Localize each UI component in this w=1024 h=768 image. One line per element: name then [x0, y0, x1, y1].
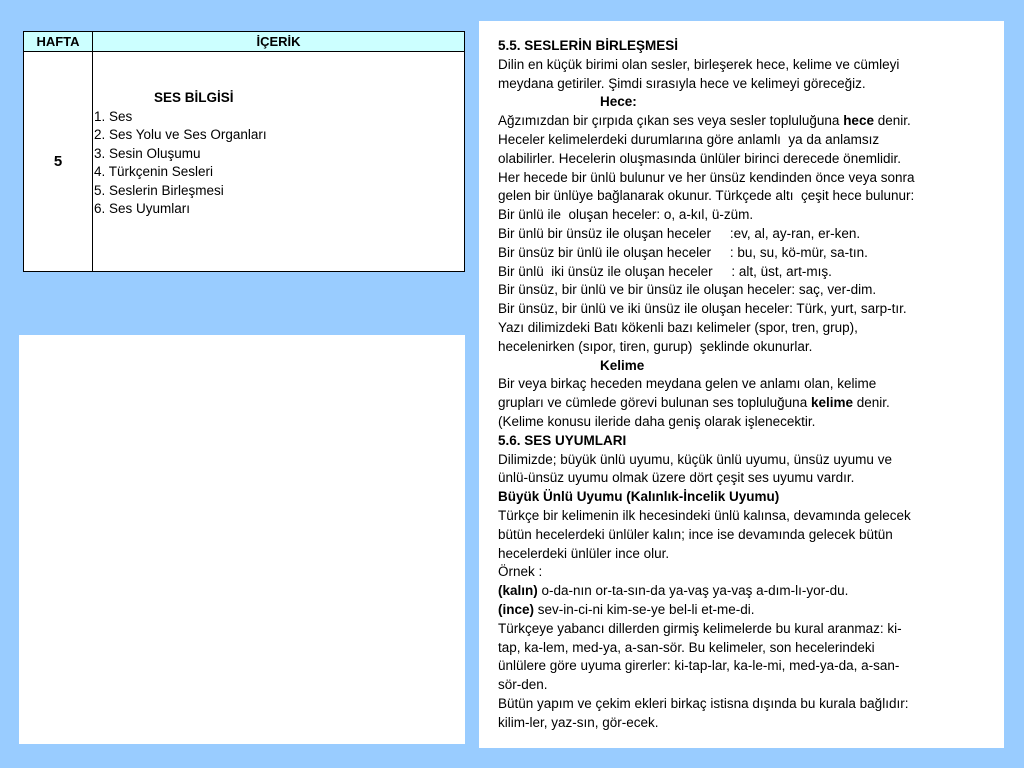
text-line: Örnek :	[498, 564, 543, 580]
text-line	[498, 601, 1004, 620]
week-number: 5	[24, 52, 93, 272]
text-line: Heceler kelimelerdeki durumlarına göre anlamlı ya da anlamsız	[498, 131, 880, 147]
text-line: Bir ünlü iki ünsüz ile oluşan heceler : alt, üst, art-mış.	[498, 263, 832, 279]
text-line: hecelenirken (sıpor, tiren, gurup) şeklinde okunurlar.	[498, 338, 813, 354]
lesson-text-panel	[479, 21, 1004, 748]
content-item: 3. Sesin Oluşumu	[94, 145, 201, 161]
text-line: ünlü-ünsüz uyumu olmak üzere dört çeşit ses uyumu vardır.	[498, 470, 855, 486]
text-span: sev-in-ci-ni kim-se-ye bel-li et-me-di.	[534, 601, 755, 617]
bold-term: hece	[843, 113, 874, 129]
blank-box	[19, 335, 465, 744]
text-line: Yazı dilimizdeki Batı kökenli bazı kelimeler (spor, tren, grup),	[498, 319, 858, 335]
text-line: Dilimizde; büyük ünlü uyumu, küçük ünlü uyumu, ünsüz uyumu ve	[498, 451, 892, 467]
text-line: olabilirler. Hecelerin oluşmasında ünlüler birinci derecede önemlidir.	[498, 150, 901, 166]
text-line: Türkçe bir kelimenin ilk hecesindeki ünlü kalınsa, devamında gelecek	[498, 507, 911, 523]
bold-term: kelime	[810, 395, 853, 411]
text-line: meydana getiriler. Şimdi sırasıyla hece ve kelimeyi göreceğiz.	[498, 75, 866, 91]
header-week: HAFTA	[24, 32, 93, 52]
text-line: Bir ünsüz, bir ünlü ve iki ünsüz ile oluşan heceler: Türk, yurt, sarp-tır.	[498, 301, 907, 317]
text-span: denir.	[852, 395, 890, 411]
content-item: 4. Türkçenin Sesleri	[94, 164, 214, 179]
text-span: denir.	[873, 113, 911, 129]
text-span: Ağzımızdan bir çırpıda çıkan ses veya sesler topluluğuna	[498, 113, 844, 129]
text-line: Bir ünsüz bir ünlü ile oluşan heceler : bu, su, kö-mür, sa-tın.	[498, 244, 868, 260]
text-line: hecelerdeki ünlüler ince olur.	[498, 545, 670, 561]
text-line: Bir veya birkaç heceden meydana gelen ve anlamı olan, kelime	[498, 376, 877, 392]
text-line: Türkçeye yabancı dillerden girmiş kelimelerde bu kural aranmaz: ki-	[498, 620, 902, 636]
text-line	[498, 112, 1004, 131]
subheading-kelime: Kelime	[600, 357, 645, 373]
section-heading: 5.5. SESLERİN BİRLEŞMESİ	[498, 38, 679, 53]
text-line: tap, ka-lem, med-ya, a-san-sör. Bu kelimeler, son hecelerindeki	[498, 639, 875, 655]
text-span: grupları ve cümlede görevi bulunan ses topluluğuna	[498, 395, 811, 411]
text-line: Bütün yapım ve çekim ekleri birkaç istisna dışında bu kurala bağlıdır:	[498, 695, 909, 711]
content-item: 2. Ses Yolu ve Ses Organları	[94, 127, 267, 142]
text-line	[498, 582, 1004, 601]
subheading-hece: Hece:	[600, 94, 637, 110]
text-line: Her hecede bir ünlü bulunur ve her ünsüz kendinden önce veya sonra	[498, 169, 915, 185]
bold-term: (ince)	[498, 601, 535, 617]
text-line: (Kelime konusu ileride daha geniş olarak işlenecektir.	[498, 413, 816, 429]
text-span: o-da-nın or-ta-sın-da ya-vaş ya-vaş a-dım-lı-yor-du.	[537, 583, 849, 599]
week-content-table	[23, 31, 465, 272]
content-item: 1. Ses	[94, 108, 133, 124]
content-item: 5. Seslerin Birleşmesi	[94, 182, 224, 198]
text-line: Bir ünsüz, bir ünlü ve bir ünsüz ile oluşan heceler: saç, ver-dim.	[498, 282, 877, 298]
text-line: Dilin en küçük birimi olan sesler, birleşerek hece, kelime ve cümleyi	[498, 56, 900, 72]
content-cell	[93, 52, 465, 272]
text-line: bütün hecelerdeki ünlüler kalın; ince ise devamında gelecek bütün	[498, 526, 893, 542]
text-line: sör-den.	[498, 677, 548, 693]
text-line: gelen bir ünlüye bağlanarak okunur. Türkçede altı çeşit hece bulunur:	[498, 188, 915, 204]
bold-term: (kalın)	[498, 583, 538, 599]
section-heading: 5.6. SES UYUMLARI	[498, 432, 627, 448]
header-content: İÇERİK	[93, 32, 465, 52]
text-line: kilim-ler, yaz-sın, gör-ecek.	[498, 714, 659, 730]
subheading-buyuk-unlu-uyumu: Büyük Ünlü Uyumu (Kalınlık-İncelik Uyumu)	[498, 489, 780, 505]
text-line: Bir ünlü bir ünsüz ile oluşan heceler :ev, al, ay-ran, er-ken.	[498, 225, 861, 241]
text-line: Bir ünlü ile oluşan heceler: o, a-kıl, ü-züm.	[498, 207, 754, 223]
text-line: ünlülere göre uyuma girerler: ki-tap-lar, ka-le-mi, med-ya-da, a-san-	[498, 658, 900, 674]
text-line	[498, 394, 1004, 413]
content-title: SES BİLGİSİ	[154, 90, 234, 105]
content-item: 6. Ses Uyumları	[94, 201, 191, 216]
